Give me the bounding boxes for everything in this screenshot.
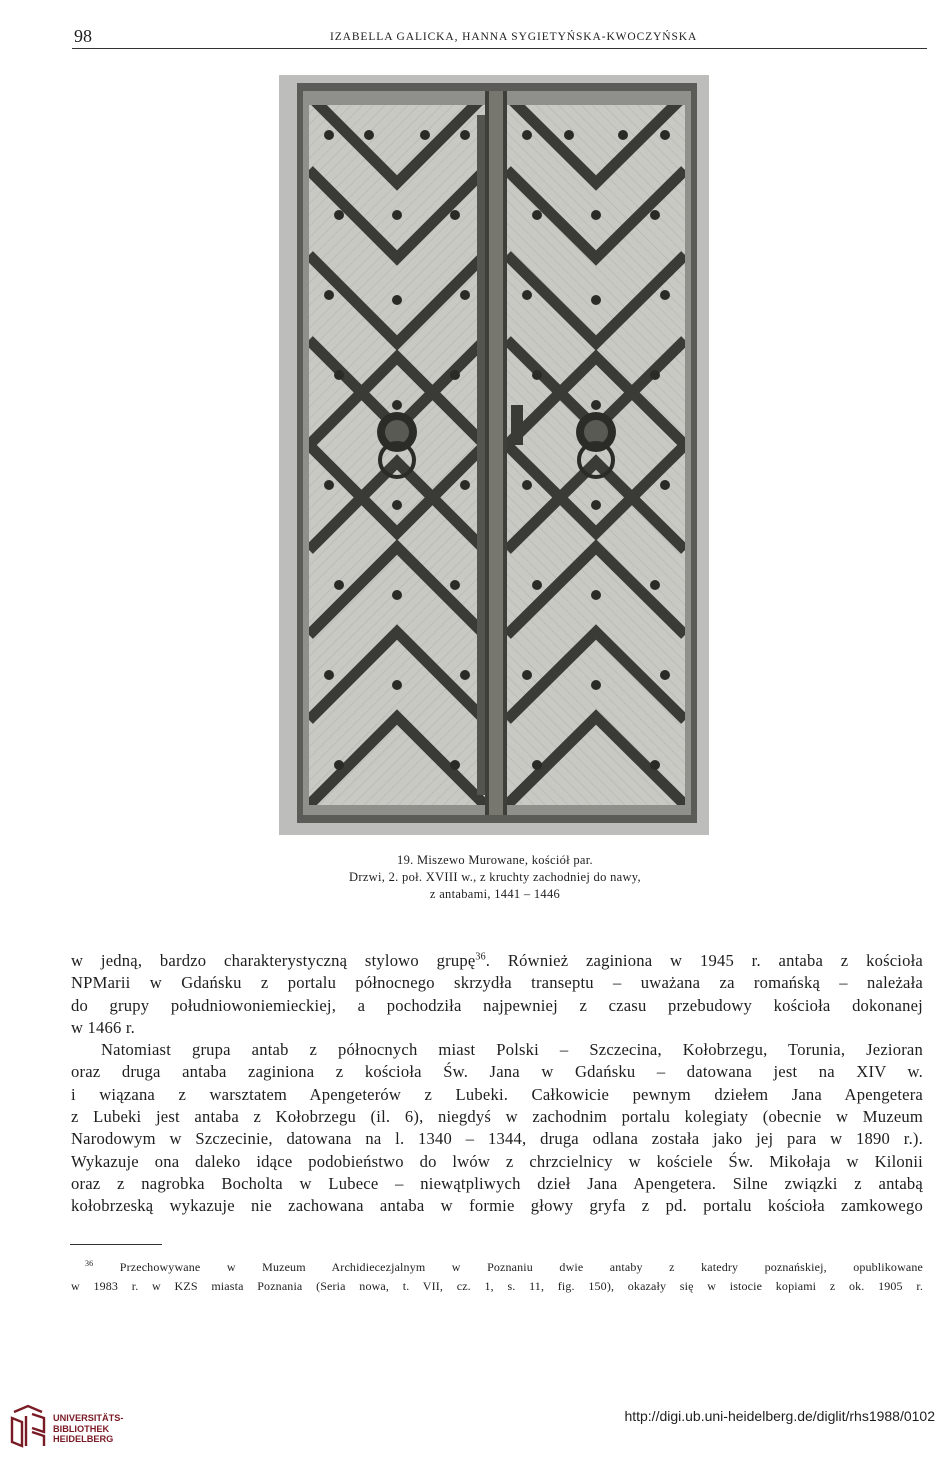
text-line: oraz druga antaba zaginiona z kościoła Św. Jana w Gdańsku – datowana jest na XIV w. [71,1062,923,1082]
footnote-ref[interactable]: 36 [475,951,486,963]
text-line: i wiązana z warsztatem Apengeterów z Lubeki. Całkowicie pewnym dziełem Jana Apengetera [71,1084,923,1104]
text-line: do grupy południowoniemieckiej, a pochodziła najpewniej z czasu przebudowy kościoła dokonanej [71,995,923,1015]
text-line: w 1466 r. [71,1017,136,1037]
caption-line: 19. Miszewo Murowane, kościół par. [397,853,593,867]
caption-line: z antabami, 1441 – 1446 [429,887,561,901]
footnote-number: 36 [85,1259,94,1268]
body-text [71,950,923,1218]
text-line: oraz z nagrobka Bocholta w Lubece – niewątpliwych dzieł Jana Apengetera. Silne związki z antabą [71,1173,923,1193]
text-line: Narodowym w Szczecinie, datowana na l. 1340 – 1344, druga odlana została jako jej para w 1890 r.). [71,1129,923,1149]
footnote-rule [70,1244,162,1245]
figure-caption [250,852,740,903]
running-head: IZABELLA GALICKA, HANNA SYGIETYŃSKA-KWOCZYŃSKA [330,31,698,43]
text-line: kołobrzeską wykazuje nie zachowana antaba w formie głowy gryfa z pd. portalu kościoła zamkowego [71,1196,923,1216]
header-rule [72,48,927,49]
door-photograph [279,75,709,835]
library-logo-icon [8,1402,48,1450]
text-line: z Lubeki jest antaba z Kołobrzegu (il. 6), niegdyś w zachodnim portalu kolegiaty (obecnie w Muzeum [71,1107,923,1127]
text-line: NPMarii w Gdańsku z portalu północnego skrzydła transeptu – uważana za romańską – należała [71,973,923,993]
caption-line: Drzwi, 2. poł. XVIII w., z kruchty zachodniej do nawy, [349,870,641,884]
footnote-line: w 1983 r. w KZS miasta Poznania (Seria nowa, t. VII, cz. 1, s. 11, fig. 150), okazały się w istocie kopiami z ok. 1905 r. [71,1279,923,1293]
text-line: Wykazuje ona daleko idące podobieństwo do lwów z chrzcielnicy w kościele Św. Mikołaja w Kilonii [71,1151,923,1171]
page-number: 98 [74,26,92,46]
text-line: w jedną, bardzo charakterystyczną stylowo grupę$^{36}$. Również zaginiona w 1945 r. antaba z kościoła [71,951,923,970]
library-name: UNIVERSITÄTS- BIBLIOTHEK HEIDELBERG [53,1413,124,1444]
source-url-link[interactable]: http://digi.ub.uni-heidelberg.de/diglit/rhs1988/0102 [624,1408,935,1424]
footnote [71,1258,923,1296]
footnote-line: $^{36}$ Przechowywane w Muzeum Archidiecezjalnym w Poznaniu dwie antaby z katedry poznańskiej, opublikowane [85,1259,923,1274]
text-line: Natomiast grupa antab z północnych miast Polski – Szczecina, Kołobrzegu, Torunia, Jezioran [101,1040,923,1060]
